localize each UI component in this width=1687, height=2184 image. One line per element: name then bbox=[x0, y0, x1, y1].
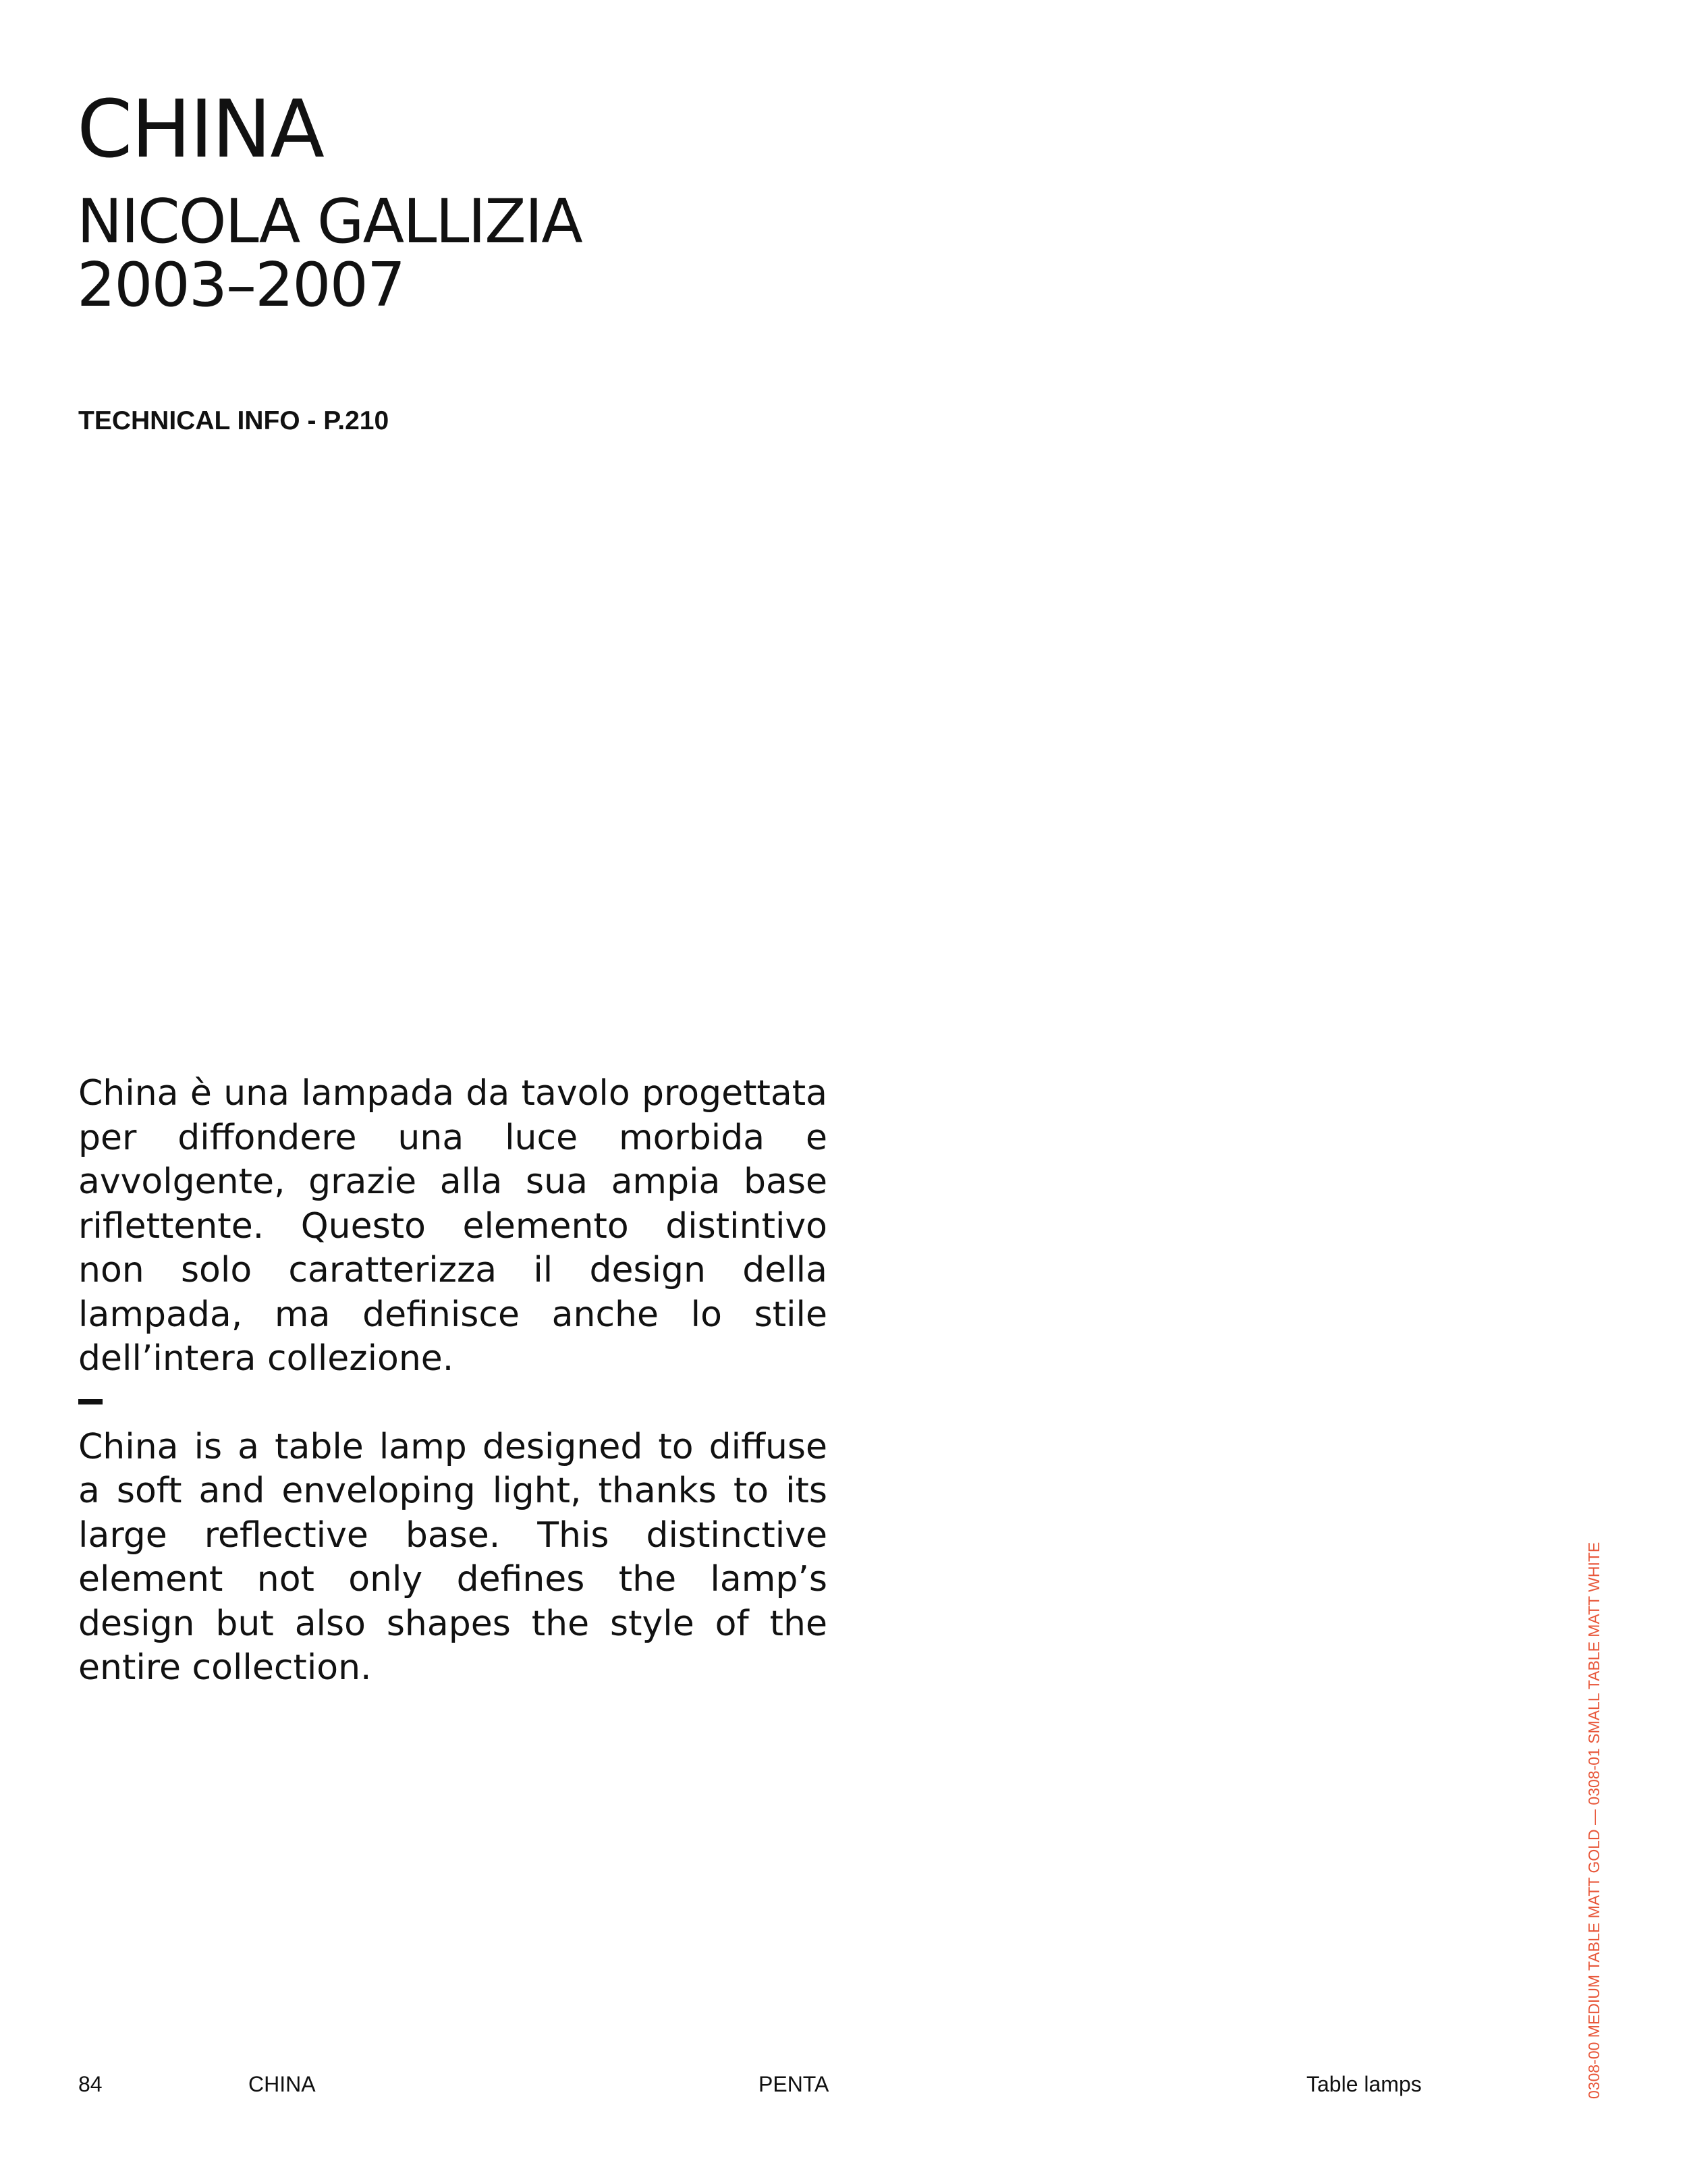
designer-block bbox=[77, 186, 582, 321]
footer-product-name: CHINA bbox=[248, 2072, 316, 2096]
language-separator bbox=[78, 1399, 103, 1404]
design-years: 2003–2007 bbox=[77, 250, 405, 321]
product-description bbox=[78, 1072, 827, 1691]
footer-category: Table lamps bbox=[1306, 2072, 1422, 2096]
description-english: China is a table lamp designed to diffuse a soft and enveloping light, thanks to its large reflective base. This distinctive element not only defines the lamp’s design but also shapes the style of the entire collection. bbox=[78, 1426, 827, 1688]
technical-info-link[interactable]: TECHNICAL INFO - P.210 bbox=[78, 406, 389, 435]
footer-brand: PENTA bbox=[758, 2072, 829, 2096]
product-title: CHINA bbox=[77, 82, 323, 175]
product-codes-side-note: 0308-00 MEDIUM TABLE MATT GOLD — 0308-01 SMALL TABLE MATT WHITE bbox=[1585, 1541, 1603, 2099]
designer-name: NICOLA GALLIZIA bbox=[77, 186, 582, 257]
description-italian: China è una lampada da tavolo progettata per diffondere una luce morbida e avvolgente, grazie alla sua ampia base riflettente. Questo elemento distintivo non solo caratterizza il design della lampada, ma definisce anche lo stile dell’intera collezione. bbox=[78, 1073, 827, 1379]
page-number: 84 bbox=[78, 2072, 103, 2096]
